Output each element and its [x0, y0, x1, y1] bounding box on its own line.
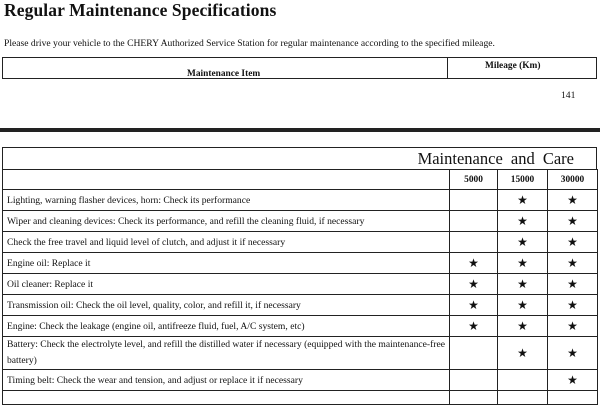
- maintenance-item: Engine: Check the leakage (engine oil, antifreeze fluid, fuel, A/C system, etc): [3, 316, 450, 337]
- maintenance-schedule-table: [2, 169, 598, 405]
- maintenance-item-header: Maintenance Item: [187, 69, 261, 79]
- page-number: 141: [561, 90, 576, 101]
- star-mark-15000: ★: [498, 190, 548, 211]
- star-mark-15000: ★: [498, 253, 548, 274]
- star-mark-5000: ★: [450, 295, 498, 316]
- maintenance-item: Oil cleaner: Replace it: [3, 274, 450, 295]
- star-mark-5000: [450, 211, 498, 232]
- mileage-column-15000: 15000: [498, 170, 548, 190]
- table-row: [3, 232, 598, 253]
- section-title: Maintenance and Care: [417, 149, 574, 168]
- mark-empty: [548, 391, 598, 405]
- table-row: [3, 316, 598, 337]
- maintenance-item-empty: [3, 391, 450, 405]
- maintenance-item: Engine oil: Replace it: [3, 253, 450, 274]
- star-mark-30000: ★: [548, 211, 598, 232]
- maintenance-item: Wiper and cleaning devices: Check its performance, and refill the cleaning fluid, if necessary: [3, 211, 450, 232]
- table-row: [3, 337, 598, 370]
- table-header-row: [3, 170, 598, 190]
- mark-empty: [450, 391, 498, 405]
- intro-text: Please drive your vehicle to the CHERY Authorized Service Station for regular maintenance according to the specified mileage.: [4, 38, 495, 49]
- star-mark-5000: [450, 232, 498, 253]
- star-mark-5000: ★: [450, 253, 498, 274]
- mileage-column-30000: 30000: [548, 170, 598, 190]
- star-mark-5000: [450, 190, 498, 211]
- table-row: [3, 295, 598, 316]
- item-column-header: [3, 170, 450, 190]
- column-divider: [447, 58, 448, 78]
- page-title: Regular Maintenance Specifications: [4, 0, 277, 20]
- star-mark-30000: ★: [548, 316, 598, 337]
- star-mark-30000: ★: [548, 274, 598, 295]
- maintenance-header-table: [2, 57, 597, 79]
- star-mark-5000: ★: [450, 316, 498, 337]
- table-row: [3, 211, 598, 232]
- mileage-column-5000: 5000: [450, 170, 498, 190]
- maintenance-item: Battery: Check the electrolyte level, and refill the distilled water if necessary (equipped with the maintenance-free battery): [3, 337, 450, 370]
- star-mark-15000: ★: [498, 295, 548, 316]
- star-mark-30000: ★: [548, 232, 598, 253]
- mileage-header: Mileage (Km): [485, 61, 541, 71]
- page-break-divider: [0, 128, 600, 132]
- star-mark-5000: ★: [450, 274, 498, 295]
- star-mark-15000: ★: [498, 274, 548, 295]
- maintenance-item: Timing belt: Check the wear and tension, and adjust or replace it if necessary: [3, 370, 450, 391]
- star-mark-5000: [450, 370, 498, 391]
- star-mark-5000: [450, 337, 498, 370]
- table-row: [3, 253, 598, 274]
- section-title-bar: [2, 147, 597, 169]
- table-row: [3, 274, 598, 295]
- maintenance-item: Transmission oil: Check the oil level, quality, color, and refill it, if necessary: [3, 295, 450, 316]
- star-mark-15000: ★: [498, 232, 548, 253]
- star-mark-30000: ★: [548, 253, 598, 274]
- table-row: [3, 370, 598, 391]
- star-mark-30000: ★: [548, 295, 598, 316]
- star-mark-15000: ★: [498, 316, 548, 337]
- star-mark-30000: ★: [548, 370, 598, 391]
- table-row-partial: [3, 391, 598, 405]
- maintenance-item: Lighting, warning flasher devices, horn: Check its performance: [3, 190, 450, 211]
- star-mark-30000: ★: [548, 190, 598, 211]
- star-mark-15000: [498, 370, 548, 391]
- mark-empty: [498, 391, 548, 405]
- maintenance-item: Check the free travel and liquid level of clutch, and adjust it if necessary: [3, 232, 450, 253]
- star-mark-15000: ★: [498, 211, 548, 232]
- star-mark-15000: ★: [498, 337, 548, 370]
- star-mark-30000: ★: [548, 337, 598, 370]
- table-row: [3, 190, 598, 211]
